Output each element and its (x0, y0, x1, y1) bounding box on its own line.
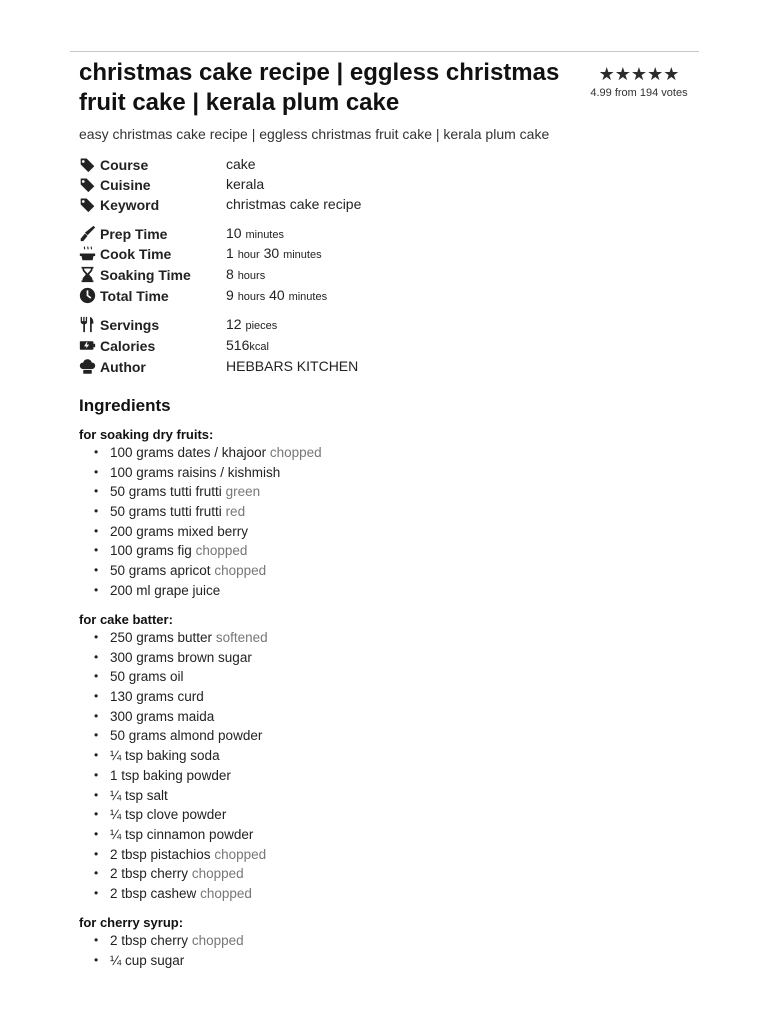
total-time-minutes: 40 (269, 287, 285, 303)
ingredient-text: ¼ tsp baking soda (110, 748, 220, 764)
servings-unit: pieces (245, 320, 278, 332)
cook-time-minutes: 30 (263, 245, 280, 261)
ingredient-group-title: for cake batter: (79, 612, 173, 627)
meta-course-label: Course (100, 156, 149, 173)
ingredient-item (79, 951, 579, 971)
meta-keyword (79, 196, 499, 216)
ingredient-note: chopped (214, 846, 267, 862)
calories-amount: 516 (226, 337, 250, 353)
ingredient-text: 100 grams raisins / kishmish (110, 464, 281, 480)
ingredient-list-cherry-syrup (79, 931, 579, 970)
soaking-time-label: Soaking Time (100, 266, 191, 283)
ingredient-item (79, 884, 579, 904)
ingredient-item (79, 931, 579, 951)
prep-time-value (226, 225, 284, 241)
ingredient-note: chopped (195, 543, 248, 559)
rating-stars[interactable]: ★★★★★ (598, 64, 680, 84)
ingredient-text: ¼ tsp clove powder (110, 807, 227, 823)
ingredient-item (79, 726, 579, 746)
total-time-label: Total Time (100, 287, 169, 304)
ingredient-item (79, 628, 579, 648)
ingredient-text: 250 grams butter (110, 630, 213, 645)
meta-soaking-time (79, 266, 499, 287)
meta-cuisine-value: kerala (226, 176, 265, 192)
calories-value (226, 337, 269, 353)
ingredient-text: 1 tsp baking powder (110, 767, 231, 783)
meta-course (79, 156, 499, 176)
rating-votes: 4.99 from 194 votes (590, 87, 688, 99)
servings-label: Servings (100, 316, 160, 333)
total-time-hours-unit: hours (237, 291, 266, 303)
ingredient-text: ¼ tsp salt (110, 787, 168, 803)
ingredient-text: 100 grams dates / khajoor (110, 445, 267, 460)
meta-prep-time (79, 225, 499, 245)
cook-time-label: Cook Time (100, 245, 172, 262)
cook-time-hours: 1 (226, 245, 234, 261)
ingredient-item (79, 522, 579, 542)
ingredient-item (79, 687, 579, 707)
tag-icon (79, 156, 96, 173)
total-time-value (226, 287, 327, 303)
meta-keyword-label: Keyword (100, 196, 160, 213)
pot-icon (79, 245, 96, 262)
ingredient-note: green (225, 484, 261, 500)
recipe-summary: easy christmas cake recipe | eggless christmas fruit cake | kerala plum cake (79, 126, 550, 142)
ingredient-text: 300 grams maida (110, 708, 215, 724)
meta-servings (79, 316, 499, 337)
ingredient-item (79, 581, 579, 601)
tag-icon (79, 176, 96, 193)
servings-value (226, 316, 277, 332)
ingredient-text: ¼ cup sugar (110, 952, 185, 968)
ingredient-text: 130 grams curd (110, 689, 204, 705)
soaking-time-value (226, 266, 265, 282)
ingredient-item (79, 561, 579, 581)
fork-knife-icon (79, 316, 96, 333)
cook-time-minutes-unit: minutes (283, 249, 322, 261)
ingredient-item (79, 845, 579, 865)
meta-keyword-value: christmas cake recipe (226, 196, 362, 212)
ingredient-item (79, 667, 579, 687)
ingredient-note: chopped (200, 885, 252, 901)
meta-total-time (79, 287, 499, 307)
ingredient-item (79, 648, 579, 668)
total-time-hours: 9 (226, 287, 234, 303)
servings-amount: 12 (226, 316, 242, 332)
calories-unit: kcal (249, 341, 269, 353)
ingredient-list-batter (79, 628, 579, 904)
ingredient-text: 50 grams apricot (110, 563, 211, 579)
ingredient-note: chopped (191, 933, 244, 948)
ingredient-text: 50 grams oil (110, 669, 184, 685)
recipe-tags (79, 156, 499, 216)
recipe-times (79, 225, 499, 307)
ingredient-text: 300 grams brown sugar (110, 649, 252, 665)
meta-author (79, 358, 499, 378)
meta-course-value: cake (226, 156, 256, 172)
chef-hat-icon (79, 358, 96, 375)
battery-icon (79, 337, 96, 354)
ingredient-note: chopped (191, 866, 244, 882)
ingredient-list-soaking (79, 443, 579, 601)
cook-time-value (226, 245, 322, 261)
ingredient-text: 2 tbsp pistachios (110, 846, 211, 862)
ingredient-item (79, 443, 579, 463)
soaking-time-unit: hours (237, 270, 266, 282)
tag-icon (79, 196, 96, 213)
hourglass-icon (79, 266, 96, 283)
ingredient-item (79, 805, 579, 825)
ingredient-item (79, 541, 579, 561)
ingredient-text: 50 grams almond powder (110, 728, 263, 744)
ingredient-text: 50 grams tutti frutti (110, 484, 222, 500)
ingredient-item (79, 463, 579, 483)
ingredient-item (79, 707, 579, 727)
ingredient-item (79, 825, 579, 845)
prep-time-label: Prep Time (100, 225, 168, 242)
ingredient-text: 2 tbsp cherry (110, 933, 189, 948)
ingredient-item (79, 864, 579, 884)
ingredient-text: 50 grams tutti frutti (110, 504, 222, 520)
ingredient-text: 2 tbsp cherry (110, 866, 189, 882)
ingredient-note: red (225, 504, 246, 520)
meta-cuisine-label: Cuisine (100, 176, 151, 193)
meta-cook-time (79, 245, 499, 266)
ingredient-text: 200 grams mixed berry (110, 523, 249, 539)
ingredient-item (79, 786, 579, 806)
ingredient-text: 100 grams fig (110, 543, 192, 559)
author-label: Author (100, 358, 146, 375)
ingredient-item (79, 746, 579, 766)
recipe-title: christmas cake recipe | eggless christmas fruit cake | kerala plum cake (79, 59, 560, 116)
top-divider (70, 51, 699, 52)
ingredient-item (79, 766, 579, 786)
prep-time-unit: minutes (245, 229, 284, 241)
ingredient-item (79, 482, 579, 502)
clock-icon (79, 287, 96, 304)
ingredient-text: 2 tbsp cashew (110, 885, 197, 901)
ingredient-note: softened (215, 630, 268, 645)
soaking-time-amount: 8 (226, 266, 234, 282)
ingredient-note: chopped (269, 445, 322, 460)
calories-label: Calories (100, 337, 156, 354)
total-time-minutes-unit: minutes (288, 291, 328, 303)
recipe-rating[interactable] (586, 64, 692, 99)
ingredients-heading: Ingredients (79, 396, 171, 415)
ingredient-text: ¼ tsp cinnamon powder (110, 826, 254, 842)
meta-cuisine (79, 176, 499, 196)
cook-time-hours-unit: hour (237, 249, 260, 261)
ingredient-group-title: for cherry syrup: (79, 915, 184, 930)
meta-calories (79, 337, 499, 358)
recipe-nutrition (79, 316, 499, 378)
ingredient-group-title: for soaking dry fruits: (79, 427, 214, 442)
author-value: HEBBARS KITCHEN (226, 358, 359, 374)
knife-icon (79, 225, 96, 242)
prep-time-amount: 10 (226, 225, 242, 241)
ingredient-item (79, 502, 579, 522)
ingredient-note: chopped (214, 563, 267, 579)
ingredient-text: 200 ml grape juice (110, 582, 221, 598)
